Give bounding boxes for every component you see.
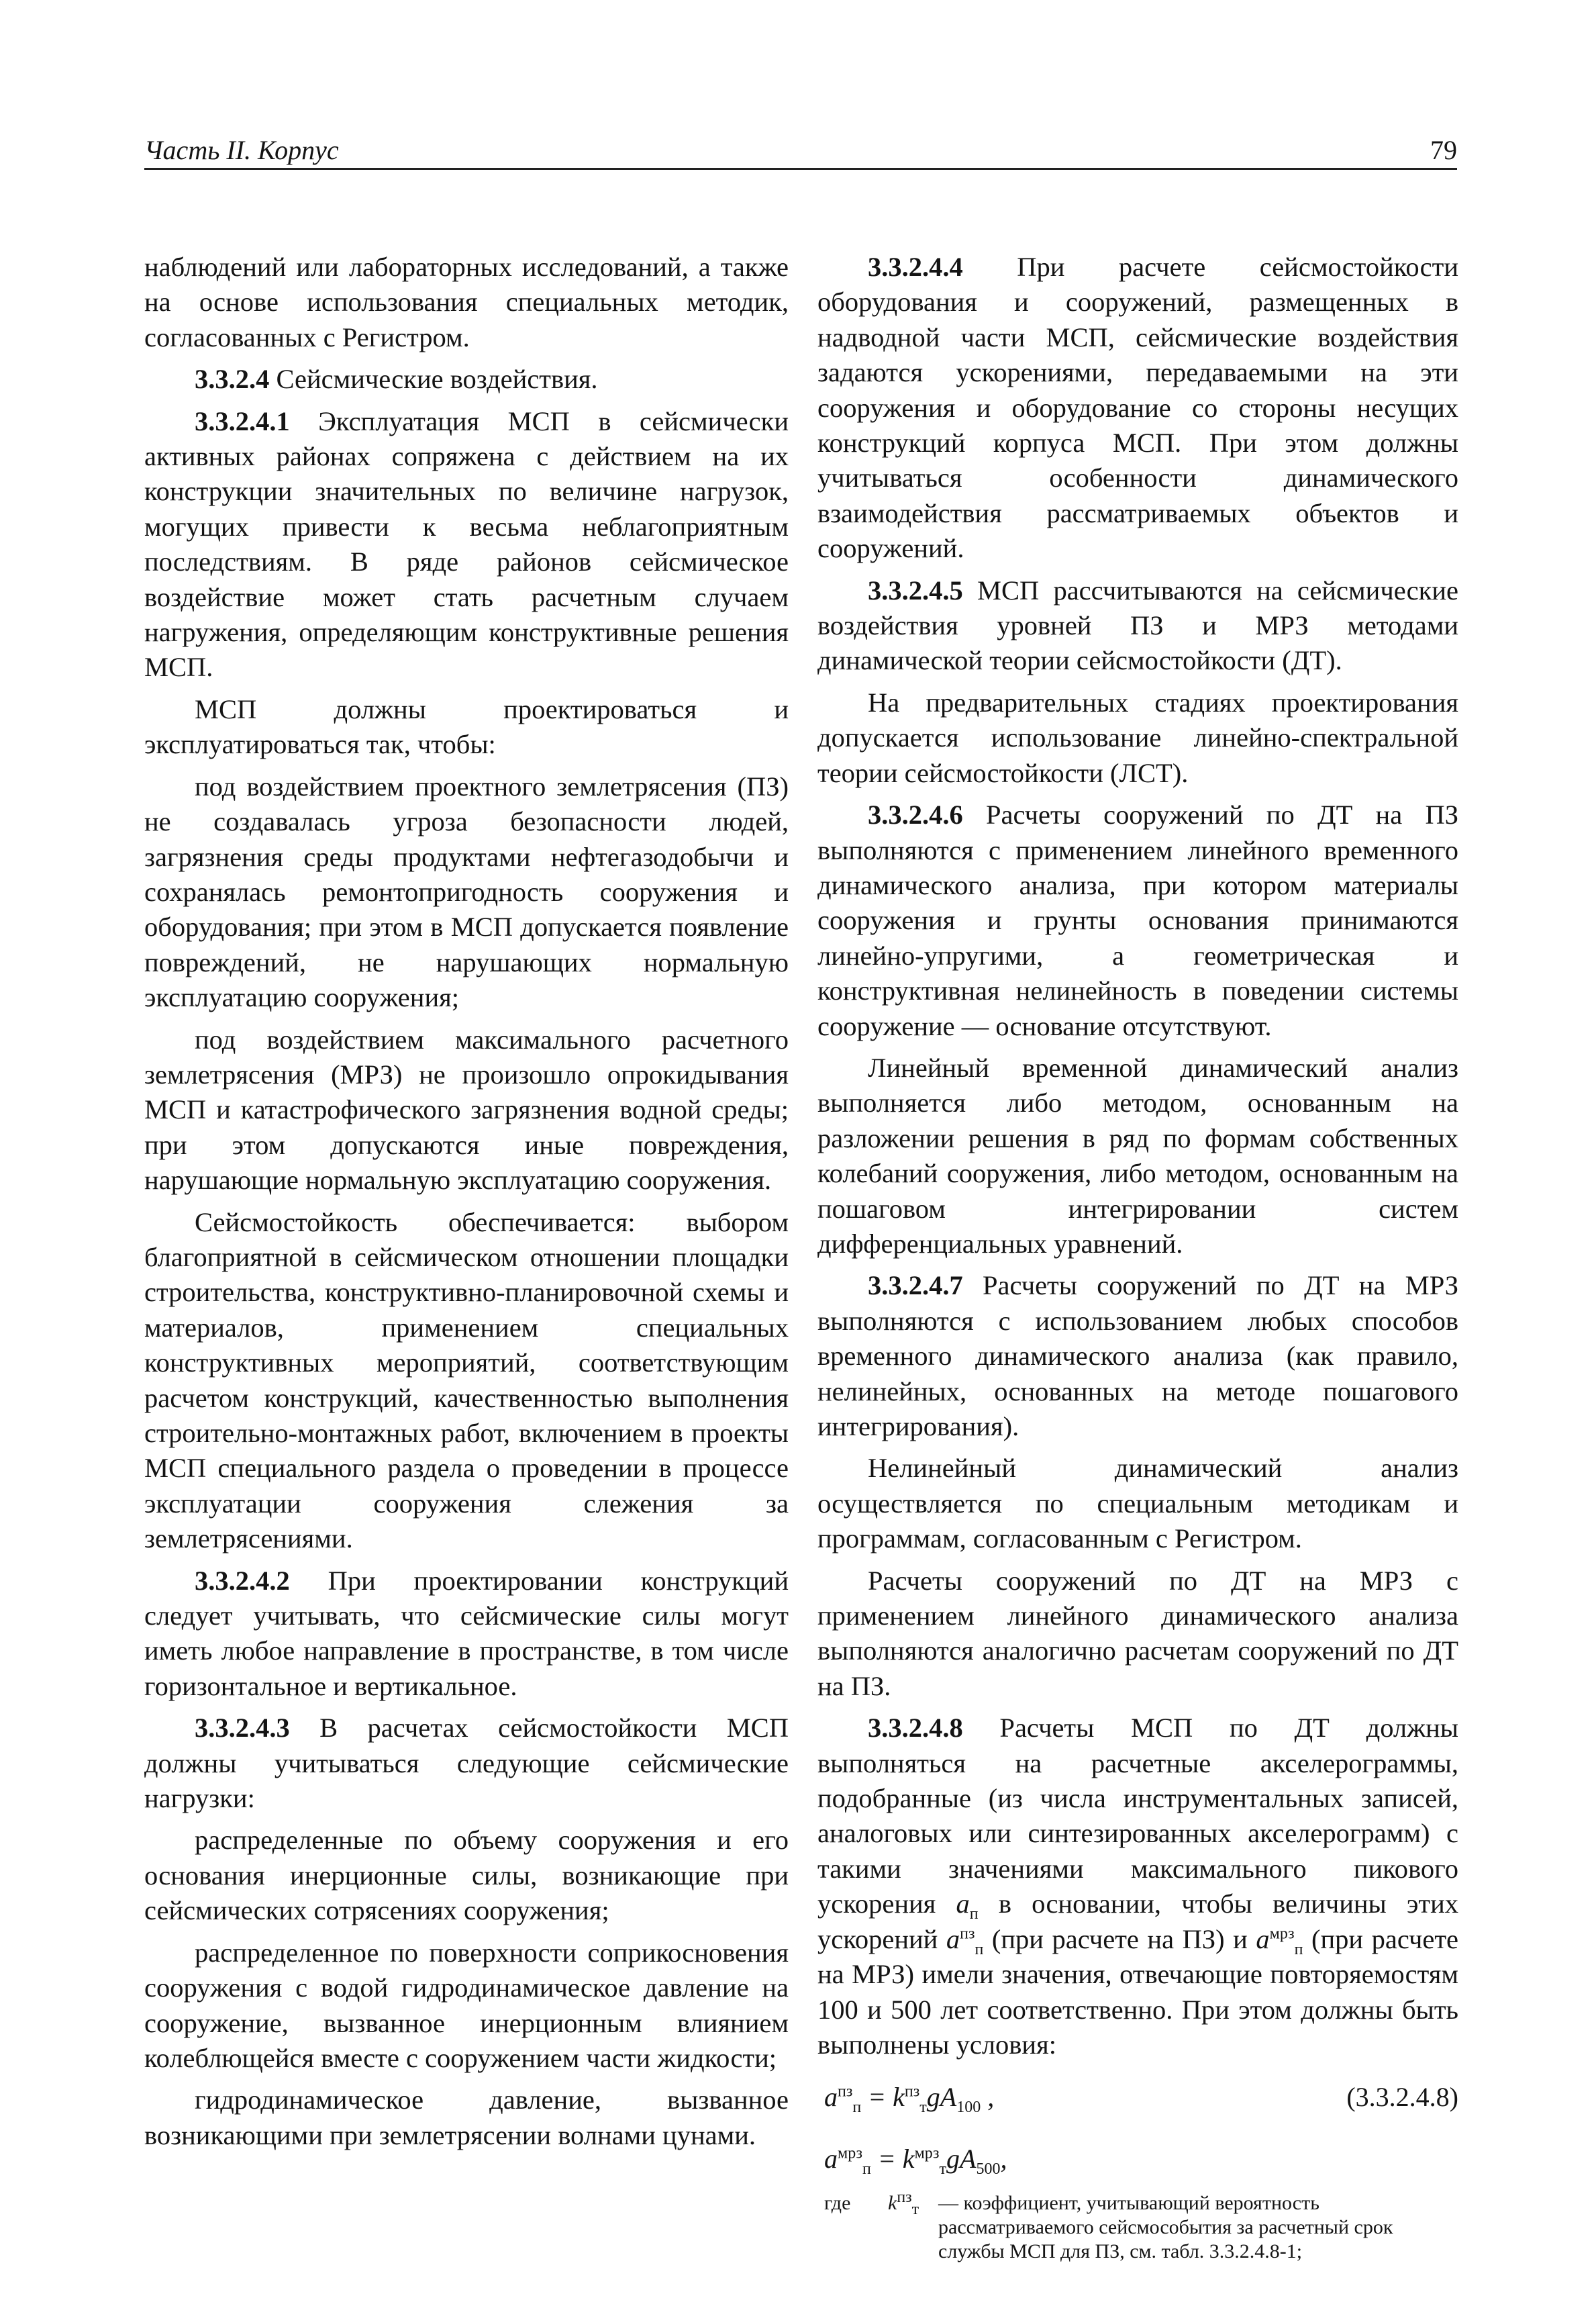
- paragraph: [144, 404, 789, 685]
- paragraph: [817, 1268, 1458, 1444]
- paragraph-text: При расчете сейсмостойкости оборудования и сооружений, размещенных в надводной части МСП, сейсмические воздействия задаются ускорениями, передаваемыми на эти сооружения и оборудование со стороны несущих конструкций корпуса МСП. При этом должны учитываться особенности динамического взаимодействия рассматриваемых объектов и сооружений.: [817, 252, 1458, 564]
- formula-expression: $a^{мрз}_п = k^{мрз}_тgA_{500}$,: [824, 2144, 1007, 2179]
- paragraph: Нелинейный динамический анализ осуществляется по специальным методикам и программам, согласованным с Регистром.: [817, 1453, 1458, 1554]
- symbol-a: a: [956, 1888, 970, 1919]
- paragraph: [144, 1711, 789, 1816]
- formula-expression: $a^{пз}_п = k^{пз}_тgA_{100}$ ,: [824, 2082, 995, 2117]
- paragraph: 3.3.2.4.8 Расчеты МСП по ДТ должны выполняться на расчетные акселерограммы, подобранные (из числа инструментальных записей, аналоговых или синтезированных акселерограмм) с такими значениями максимального пикового ускорения $a_п$ в основании, чтобы величины этих ускорений $a^{пз}_п$ (при расчете на ПЗ) и $a^{мрз}_п$ (при расчете на МРЗ) имели значения, отвечающие повторяемостям 100 и 500 лет соответственно. При этом должны быть выполнены условия:: [817, 1713, 1459, 2060]
- section-number: 3.3.2.4.1: [195, 405, 290, 436]
- formula-number: (3.3.2.4.8): [1346, 2082, 1458, 2113]
- list-item: под воздействием максимального расчетного землетрясения (МРЗ) не произошло опрокидывания МСП и катастрофического загрязнения водной среды; при этом допускаются иные повреждения, нарушающие нормальную эксплуатацию сооружения.: [144, 1024, 789, 1196]
- page-number: 79: [1430, 135, 1457, 165]
- section-number: 3.3.2.4.8: [868, 1713, 963, 1743]
- running-title: Часть II. Корпус: [144, 135, 339, 165]
- paragraph-text: При проектировании конструкций следует учитывать, что сейсмические силы могут иметь любое направление в пространстве, в том числе горизонтальное и вертикальное.: [144, 1565, 789, 1701]
- section-number: 3.3.2.4.5: [868, 575, 963, 606]
- section-number: 3.3.2.4.7: [868, 1270, 963, 1301]
- coefficient-symbol: $k^{пз}_т$: [888, 2189, 919, 2219]
- symbol-a-mrz: a: [1256, 1923, 1270, 1954]
- symbol-a-pz: a: [946, 1923, 960, 1954]
- list-item: распределенные по объему сооружения и его основания инерционные силы, возникающие при сейсмических сотрясениях сооружения;: [144, 1825, 789, 1926]
- section-heading: [144, 362, 789, 397]
- list-item: распределенное по поверхности соприкосновения сооружения с водой гидродинамическое давление на сооружение, вызванное инерционным влиянием колеблющейся вместе с сооружением части жидкости;: [144, 1937, 789, 2073]
- paragraph-text: в основании, чтобы величины этих ускорений: [817, 1888, 1458, 1954]
- where-label: где: [824, 2192, 851, 2215]
- coefficient-definition: — коэффициент, учитывающий вероятность рассматриваемого сейсмособытия за расчетный срок службы МСП для ПЗ, см. табл. 3.3.2.4.8-1;: [938, 2192, 1393, 2263]
- where-definition: [817, 2191, 1458, 2264]
- paragraph: наблюдений или лабораторных исследований, а также на основе использования специальных методик, согласованных с Регистром.: [144, 252, 789, 352]
- paragraph-text: Расчеты сооружений по ДТ на ПЗ выполняются с применением линейного временного динамического анализа, при котором материалы сооружения и грунты основания принимаются линейно-упругими, а геометрическая и конструктивная нелинейность в поведении системы сооружение — основание отсутствуют.: [817, 800, 1458, 1041]
- left-column: [144, 250, 789, 2160]
- paragraph: [817, 798, 1458, 1044]
- paragraph-text: МСП рассчитываются на сейсмические воздействия уровней ПЗ и МРЗ методами динамической теории сейсмостойкости (ДТ).: [817, 575, 1458, 676]
- section-number: 3.3.2.4.4: [868, 252, 963, 282]
- page-header: [144, 133, 1457, 170]
- paragraph-text: (при расчете на МРЗ) имели значения, отвечающие повторяемостям 100 и 500 лет соответственно. При этом должны быть выполнены условия:: [817, 1923, 1459, 2060]
- formula-pz: [817, 2077, 1458, 2124]
- section-number: 3.3.2.4: [195, 364, 270, 395]
- paragraph: МСП должны проектироваться и эксплуатироваться так, чтобы:: [144, 693, 789, 760]
- paragraph: Сейсмостойкость обеспечивается: выбором благоприятной в сейсмическом отношении площадки строительства, конструктивно-планировочной схемы и материалов, применением специальных конструктивных мероприятий, соответствующим расчетом конструкций, качественностью выполнения строительно-монтажных работ, включением в проекты МСП специального раздела о проведении в процессе эксплуатации сооружения слежения за землетрясениями.: [144, 1206, 789, 1554]
- list-item: под воздействием проектного землетрясения (ПЗ) не создавалась угроза безопасности людей, загрязнения среды продуктами нефтегазодобычи и сохранялась ремонтопригодность сооружения и оборудования; при этом в МСП допускается появление повреждений, не нарушающих нормальную эксплуатацию сооружения;: [144, 771, 789, 1013]
- section-number: 3.3.2.4.6: [868, 800, 963, 830]
- paragraph-text: Расчеты МСП по ДТ должны выполняться на расчетные акселерограммы, подобранные (из числа инструментальных записей, аналоговых или синтезированных акселерограмм) с такими значениями максимального пикового ускорения: [817, 1713, 1458, 1919]
- right-column: [817, 250, 1458, 2264]
- section-title: Сейсмические воздействия.: [269, 364, 598, 395]
- paragraph-text: (при расчете на ПЗ) и: [983, 1923, 1256, 1954]
- list-item: гидродинамическое давление, вызванное возникающими при землетрясении волнами цунами.: [144, 2085, 789, 2150]
- paragraph: [817, 250, 1458, 567]
- paragraph: На предварительных стадиях проектирования допускается использование линейно-спектральной теории сейсмостойкости (ЛСТ).: [817, 687, 1458, 788]
- paragraph: [817, 573, 1458, 679]
- section-number: 3.3.2.4.2: [195, 1565, 290, 1596]
- paragraph: Расчеты сооружений по ДТ на МРЗ с применением линейного динамического анализа выполняются аналогично расчетам сооружений по ДТ на ПЗ.: [817, 1565, 1458, 1701]
- paragraph-text: Расчеты сооружений по ДТ на МРЗ выполняются с использованием любых способов временного динамического анализа (как правило, нелинейных, основанных на методе пошагового интегрирования).: [817, 1270, 1458, 1441]
- paragraph-text: Эксплуатация МСП в сейсмически активных районах сопряжена с действием на их конструкции значительных по величине нагрузок, могущих привести к весьма неблагоприятным последствиям. В ряде районов сейсмическое воздействие может стать расчетным случаем нагружения, определяющим конструктивные решения МСП.: [144, 405, 789, 683]
- paragraph: Линейный временной динамический анализ выполняется либо методом, основанным на разложении решения в ряд по формам собственных колебаний сооружения, либо методом, основанным на пошаговом интегрировании систем дифференциальных уравнений.: [817, 1052, 1458, 1259]
- section-number: 3.3.2.4.3: [195, 1713, 290, 1743]
- paragraph: [144, 1564, 789, 1705]
- formula-mrz: [817, 2139, 1458, 2186]
- paragraph-text: В расчетах сейсмостойкости МСП должны учитываться следующие сейсмические нагрузки:: [144, 1713, 789, 1814]
